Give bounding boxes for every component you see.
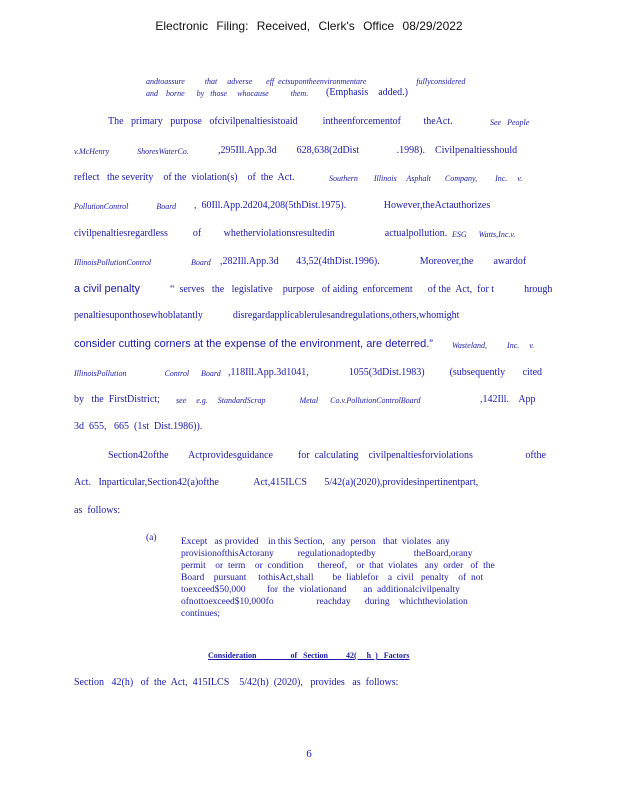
text-line: Section42ofthe Actprovidesguidance for calculating civilpenaltiesforviolations ofthe bbox=[108, 450, 546, 461]
citation: Southern Illinois Asphalt Company, Inc. v. bbox=[329, 174, 523, 183]
text-line: reflect the severity of the violation(s) of the Act. bbox=[74, 172, 295, 183]
text-line: , 60Ill.App.2d204,208(5thDist.1975). However,theActauthorizes bbox=[194, 200, 491, 211]
text-line: a civil penalty bbox=[74, 283, 141, 295]
text-line: penaltiesuponthosewhoblatantly disregardapplicablerulesandregulations,others,whomight bbox=[74, 310, 460, 321]
quote-line: ofnottoexceed$10,000fo reachday during whichtheviolation bbox=[181, 597, 468, 607]
text-line: as follows: bbox=[74, 505, 121, 516]
text-line: by the FirstDistrict; bbox=[74, 394, 160, 405]
text-line: (Emphasis added.) bbox=[326, 87, 408, 98]
quote-line: permit or term or condition thereof, or that violates any order of the bbox=[181, 561, 495, 571]
quote-line: Except as provided in this Section, any person that violates any bbox=[181, 537, 450, 547]
citation: IllinoisPollutionControl Board bbox=[74, 258, 211, 267]
citation: Wasteland, Inc. v. bbox=[452, 341, 535, 350]
citation: See People bbox=[490, 118, 530, 127]
text-line: ,118Ill.App.3d1041, 1055(3dDist.1983) (subsequently cited bbox=[228, 367, 543, 378]
quote-line: provisionofthisActorany regulationadoptedby theBoard,orany bbox=[181, 549, 473, 559]
text-line: civilpenaltiesregardless of whetherviolationsresultedin actualpollution. bbox=[74, 228, 448, 239]
citation: PollutionControl Board bbox=[74, 202, 177, 211]
page-number: 6 bbox=[306, 748, 312, 760]
subsection-marker: (a) bbox=[146, 533, 157, 543]
text-line: ,142Ill. App bbox=[480, 394, 536, 405]
text-line: Act. Inparticular,Section42(a)ofthe Act,415ILCS 5/42(a)(2020),providesinpertinentpart, bbox=[74, 477, 479, 488]
citation: IllinoisPollution Control Board bbox=[74, 369, 221, 378]
text-line: ,295Ill.App.3d 628,638(2dDist .1998). Civilpenaltiesshould bbox=[218, 145, 518, 156]
text-line: and borne by those whocause them. bbox=[146, 89, 309, 98]
text-line: consider cutting corners at the expense of the environment, are deterred.” bbox=[74, 338, 433, 350]
citation: ESG Watts,Inc.v. bbox=[452, 230, 516, 239]
text-line: andtoassure that adverse eff ectsupontheenvironmentare fullyconsidered bbox=[146, 77, 466, 86]
text-line: 3d 655, 665 (1st Dist.1986)). bbox=[74, 421, 203, 432]
quote-line: continues; bbox=[181, 609, 221, 619]
citation: see e.g. StandardScrap Metal Co.v.PollutionControlBoard bbox=[176, 396, 421, 405]
section-subheading: Consideration of Section 42( h ) Factors bbox=[208, 651, 410, 660]
quote-line: toexceed$50,000 for the violationand an additionalcivilpenalty bbox=[181, 585, 460, 595]
text-line: ,282Ill.App.3d 43,52(4thDist.1996). Moreover,the awardof bbox=[220, 256, 527, 267]
text-line: Section 42(h) of the Act, 415ILCS 5/42(h) (2020), provides as follows: bbox=[74, 677, 399, 688]
text-line: “ serves the legislative purpose of aiding enforcement of the Act, for t hrough bbox=[170, 284, 553, 295]
filing-header: Electronic Filing: Received, Clerk's Office 08/29/2022 bbox=[155, 19, 463, 33]
quote-line: Board pursuant tothisAct,shall be liablefor a civil penalty of not bbox=[181, 573, 484, 583]
text-line: The primary purpose ofcivilpenaltiesistoaid intheenforcementof theAct. bbox=[108, 116, 453, 127]
citation: v.McHenry ShoresWaterCo. bbox=[74, 147, 189, 156]
